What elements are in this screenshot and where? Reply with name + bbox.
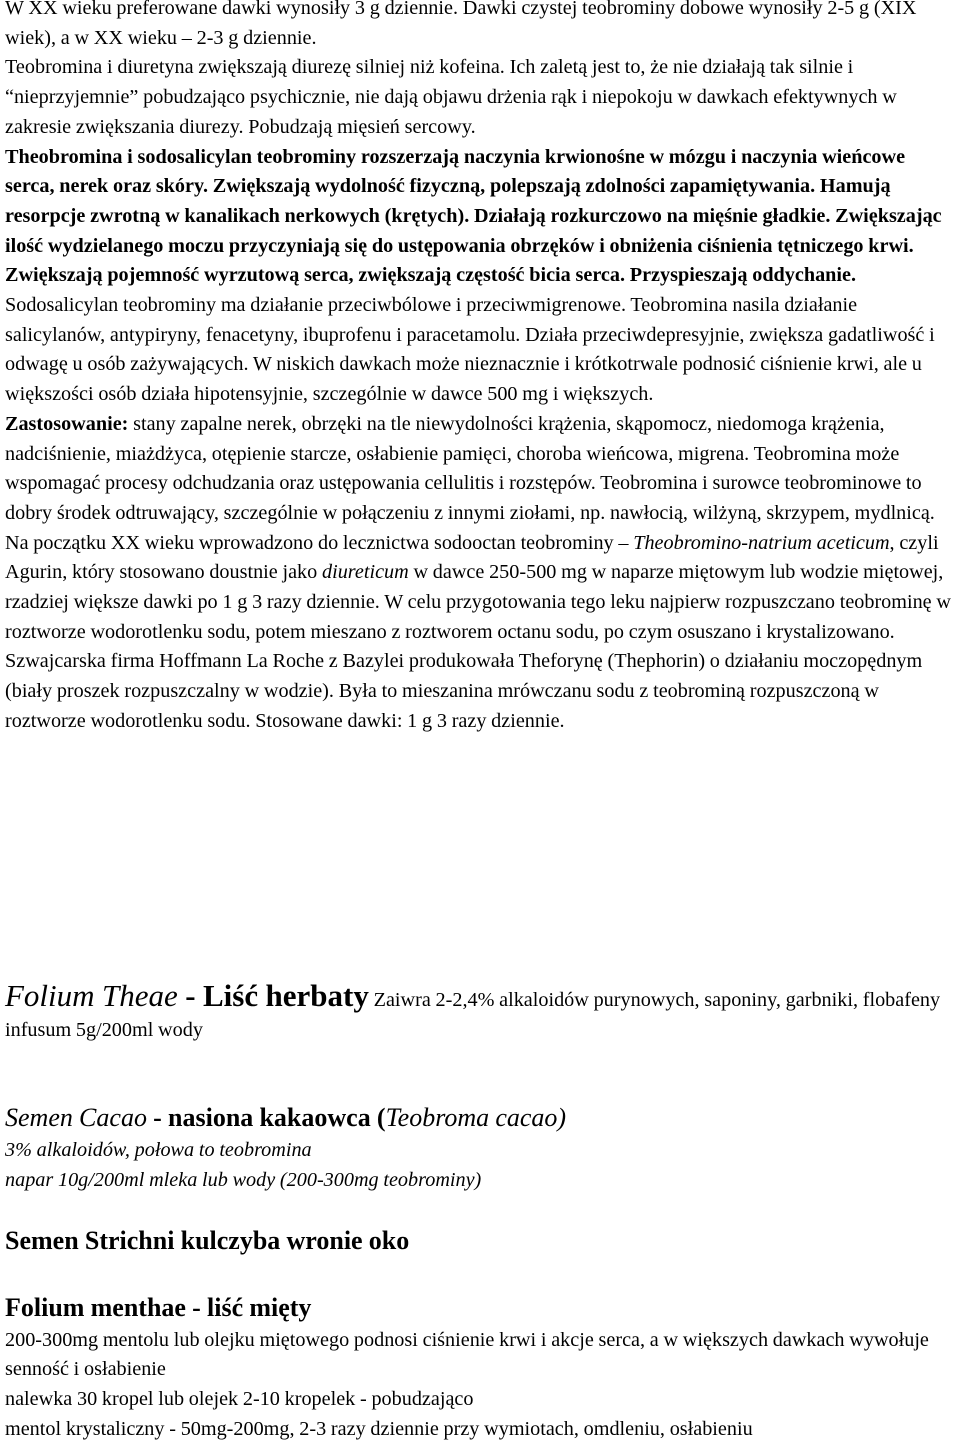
- section-semen-strichni: [5, 1226, 955, 1259]
- text-folium-theae-infusum: infusum 5g/200ml wody: [5, 1019, 203, 1041]
- text-semen-cacao-napar: napar 10g/200ml mleka lub wody (200-300mg teobrominy): [5, 1168, 482, 1191]
- text-diuresis: Teobromina i diuretyna zwiększają diurezę silniej niż kofeina. Ich zaletą jest to, że nie działają tak silnie i “nieprzyjemnie” pobudzająco psychicznie, nie dają objawu drżenia rąk i niepokoju w dawkach efektywnych w zakresie zwiększania diurezy. Pobudzają mięsień sercowy.: [5, 56, 897, 138]
- paragraph-theobromine: [5, 0, 955, 737]
- text-agurin-latin: Theobromino-natrium aceticum: [633, 531, 890, 554]
- label-application: Zastosowanie:: [5, 412, 129, 435]
- heading-folium-theae-latin: Folium Theae: [5, 978, 178, 1013]
- text-thephorin: Szwajcarska firma Hoffmann La Roche z Bazylei produkowała Theforynę (Thephorin) o działaniu moczopędnym (biały proszek rozpuszczalny w wodzie). Była to mieszanina mrówczanu sodu z teobrominą rozpuszczoną w roztworze wodorotlenku sodu. Stosowane dawki: 1 g 3 razy dziennie.: [5, 650, 923, 732]
- section-semen-cacao: [5, 1100, 955, 1195]
- heading-semen-strichni: Semen Strichni kulczyba wronie oko: [5, 1226, 410, 1255]
- text-agurin-desc: , czyli Agurin, który stosowano doustnie jako: [5, 531, 939, 584]
- section-folium-theae: [5, 976, 955, 1046]
- text-agurin-dose: w dawce 250-500 mg w naparze miętowym lub wodzie miętowej, rzadziej większe dawki po 1 g 3 razy dziennie. W celu przygotowania tego leku najpierw rozpuszczano teobrominę w roztworze wodorotlenku sodu, potem mieszano z roztworem octanu sodu, po czym osuszano i krystalizowano.: [5, 561, 951, 643]
- text-folium-theae-desc: Zaiwra 2-2,4% alkaloidów purynowych, saponiny, garbniki, flobafeny: [368, 989, 941, 1011]
- text-dosage-history: W XX wieku preferowane dawki wynosiły 3 g dziennie. Dawki czystej teobrominy dobowe wynosiły 2-5 g (XIX wiek), a w XX wieku – 2-3 g dziennie.: [5, 0, 917, 49]
- text-menthae-menthol: mentol krystaliczny - 50mg-200mg, 2-3 razy dziennie przy wymiotach, omdleniu, osłabieniu: [5, 1417, 753, 1440]
- text-agurin-intro: Na początku XX wieku wprowadzono do lecznictwa sodooctan teobrominy –: [5, 531, 634, 554]
- heading-folium-menthae: Folium menthae - liść mięty: [5, 1293, 312, 1322]
- heading-folium-theae-polish: - Liść herbaty: [177, 978, 369, 1013]
- heading-semen-cacao-polish: - nasiona kakaowca (: [146, 1103, 386, 1132]
- text-vascular-effects: Theobromina i sodosalicylan teobrominy rozszerzają naczynia krwionośne w mózgu i naczynia wieńcowe serca, nerek oraz skóry. Zwiększają wydolność fizyczną, polepszają zdolności zapamiętywania. Hamują resorpcje zwrotną w kanalikach nerkowych (krętych). Działają rozkurczowo na mięśnie gładkie. Zwiększając ilość wydzielanego moczu przyczyniają się do ustępowania obrzęków i obniżenia ciśnienia tętniczego krwi. Zwiększają pojemność wyrzutową serca, zwiększają częstość bicia serca. Przyspieszają oddychanie.: [5, 145, 942, 287]
- text-menthae-effects: 200-300mg mentolu lub olejku miętowego podnosi ciśnienie krwi i akcje serca, a w większych dawkach wywołuje senność i osłabienie: [5, 1328, 929, 1381]
- text-menthae-tincture: nalewka 30 kropel lub olejek 2-10 kropelek - pobudzająco: [5, 1388, 474, 1411]
- heading-semen-cacao-latin: Semen Cacao: [5, 1103, 147, 1132]
- text-semen-cacao-alkaloids: 3% alkaloidów, połowa to teobromina: [5, 1139, 312, 1161]
- text-analgesic-effects: Sodosalicylan teobrominy ma działanie przeciwbólowe i przeciwmigrenowe. Teobromina nasila działanie salicylanów, antypiryny, fenacetyny, ibuprofenu i paracetamolu. Działa przeciwdepresyjnie, zwiększa gadatliwość i odwagę u osób zażywających. W niskich dawkach może nieznacznie i krótkotrwale podnosić ciśnienie krwi, ale u większości osób działa hipotensyjnie, szczególnie w dawce 500 mg i większych.: [5, 294, 935, 406]
- text-diureticum: diureticum: [322, 561, 409, 584]
- text-application: stany zapalne nerek, obrzęki na tle niewydolności krążenia, skąpomocz, niedomoga krążenia, nadciśnienie, miażdżyca, otępienie starcze, osłabienie pamięci, choroba wieńcowa, migrena. Teobromina może wspomagać procesy odchudzania oraz ustępowania cellulitis i rozstępów. Teobromina i surowce teobrominowe to dobry środek odtruwający, szczególnie w połączeniu z innymi ziołami, np. nawłocią, wilżyną, skrzypem, mydlnicą.: [5, 412, 935, 524]
- heading-semen-cacao-species: Teobroma cacao): [385, 1103, 567, 1132]
- section-folium-menthae: [5, 1293, 955, 1445]
